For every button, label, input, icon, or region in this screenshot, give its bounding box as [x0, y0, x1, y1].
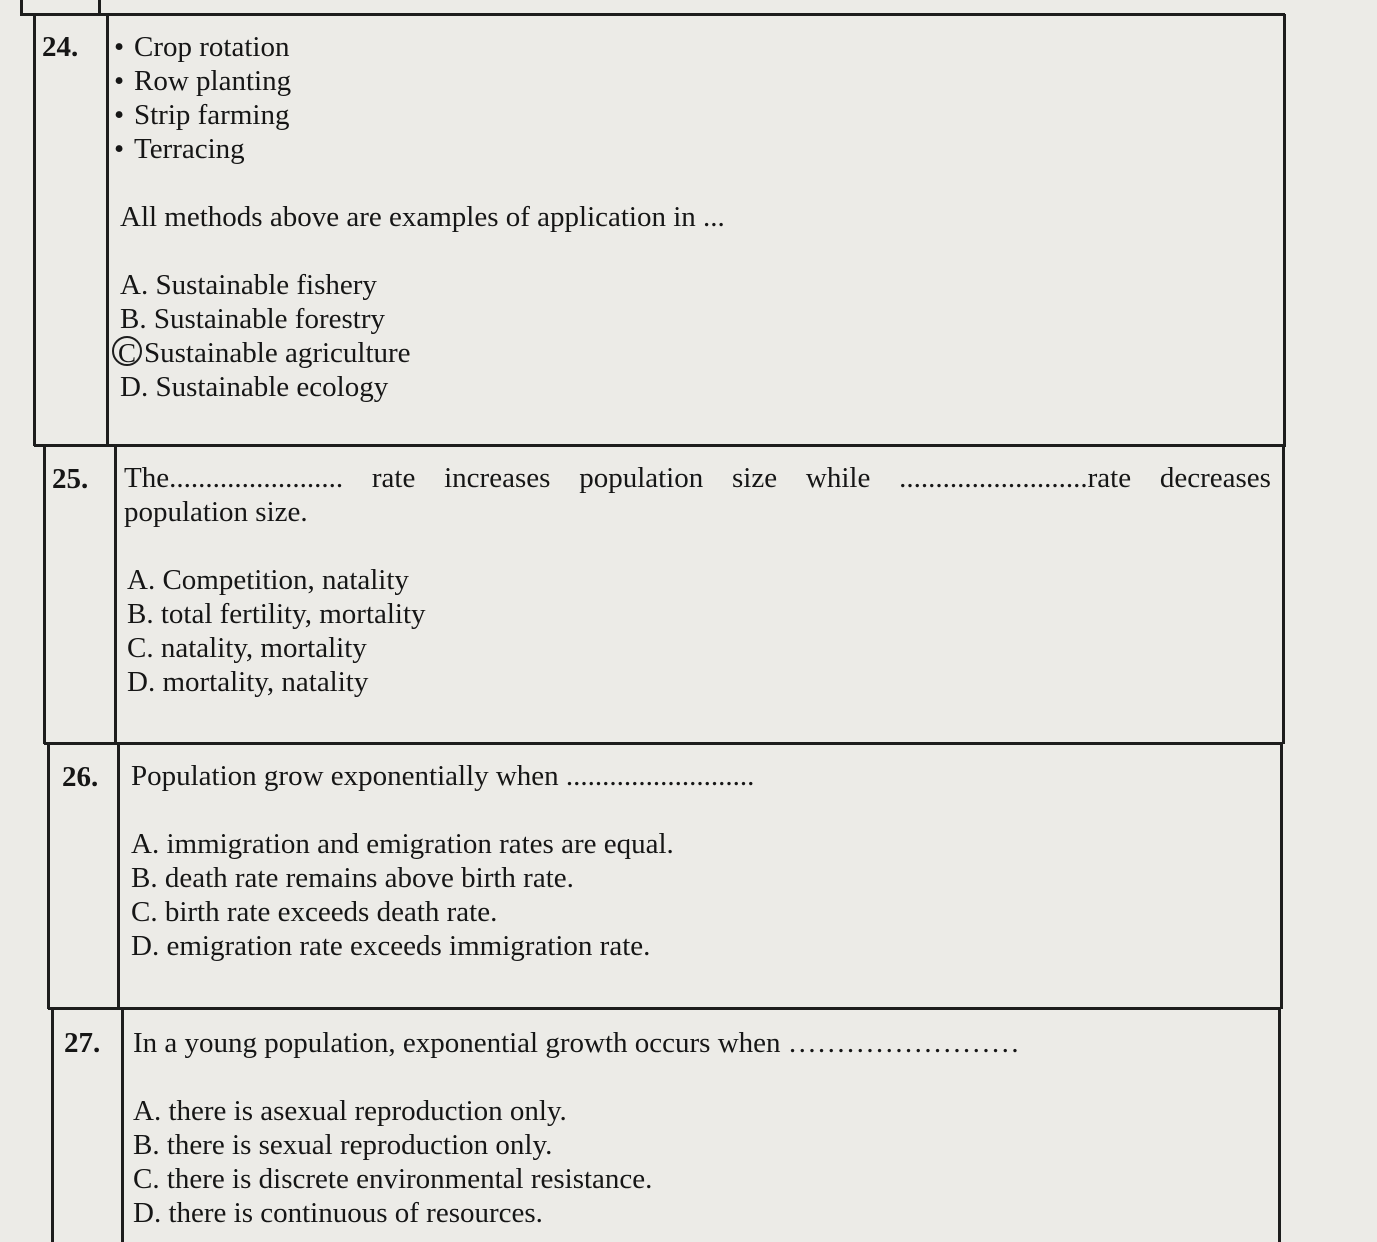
table-border-top: [20, 13, 1285, 16]
question-number: 26.: [62, 761, 99, 793]
question-24: [114, 30, 725, 404]
question-27: [133, 1026, 1020, 1230]
table-border-left: [43, 445, 46, 744]
question-stem: The........................ rate increases population size while ..........................rate decreases: [124, 462, 1271, 494]
question-stem-continued: population size.: [124, 496, 308, 528]
option-label: B.: [131, 862, 158, 894]
row-divider: [34, 444, 1286, 447]
question-number: 27.: [64, 1027, 101, 1059]
bullet-item: • Crop rotation: [114, 30, 725, 64]
option-text: natality, mortality: [160, 632, 367, 664]
table-border-left: [33, 14, 36, 446]
column-divider: [98, 0, 101, 14]
option-label: B.: [127, 598, 154, 630]
question-25: [124, 461, 1271, 699]
column-divider: [117, 743, 120, 1009]
option-c: [127, 631, 1271, 665]
option-label: D.: [127, 666, 156, 698]
option-text: there is discrete environmental resistance.: [166, 1163, 653, 1195]
option-d: [131, 929, 754, 963]
option-label: D.: [120, 371, 149, 403]
row-divider: [48, 1007, 1280, 1010]
table-border-right: [1278, 1008, 1281, 1242]
option-d: [127, 665, 1271, 699]
option-d: [133, 1196, 1020, 1230]
question-26: [131, 759, 754, 963]
question-number: 24.: [42, 31, 79, 63]
option-text: there is sexual reproduction only.: [166, 1129, 553, 1161]
question-number: 25.: [52, 463, 89, 495]
option-label: C.: [133, 1163, 160, 1195]
column-divider: [114, 445, 117, 744]
option-c-selected: [117, 336, 725, 370]
option-c: [133, 1162, 1020, 1196]
option-label: D.: [131, 930, 160, 962]
option-a: [120, 268, 725, 302]
table-border-left: [51, 1008, 54, 1242]
option-d: [120, 370, 725, 404]
option-text: emigration rate exceeds immigration rate.: [166, 930, 651, 962]
option-a: [131, 827, 754, 861]
table-border-right: [1280, 743, 1283, 1009]
option-label: D.: [133, 1197, 162, 1229]
option-text: total fertility, mortality: [160, 598, 426, 630]
option-a: [133, 1094, 1020, 1128]
option-b: [131, 861, 754, 895]
table-border-left: [20, 0, 23, 14]
option-text: birth rate exceeds death rate.: [164, 896, 498, 928]
option-text: immigration and emigration rates are equal.: [166, 828, 674, 860]
option-label: A.: [120, 269, 149, 301]
option-text: Sustainable agriculture: [144, 337, 411, 369]
option-a: [127, 563, 1271, 597]
bullet-item: • Row planting: [114, 64, 725, 98]
bullet-item: • Strip farming: [114, 98, 725, 132]
option-text: Sustainable ecology: [155, 371, 389, 403]
row-divider: [44, 742, 1282, 745]
option-text: Competition, natality: [162, 564, 409, 596]
option-b: [133, 1128, 1020, 1162]
option-c: [131, 895, 754, 929]
bullet-item: • Terracing: [114, 132, 725, 166]
question-stem: In a young population, exponential growth occurs when ……………………: [133, 1027, 1020, 1059]
option-label: A.: [131, 828, 160, 860]
table-border-left: [47, 743, 50, 1009]
question-stem: Population grow exponentially when ..........................: [131, 760, 755, 792]
option-text: mortality, natality: [162, 666, 369, 698]
option-text: death rate remains above birth rate.: [164, 862, 574, 894]
option-label: A.: [133, 1095, 162, 1127]
answer-circle-mark: C: [112, 336, 142, 366]
option-label: B.: [120, 303, 147, 335]
option-label: C.: [131, 896, 158, 928]
option-label: C.: [127, 632, 154, 664]
table-border-right: [1282, 445, 1285, 744]
option-text: Sustainable fishery: [155, 269, 377, 301]
option-text: there is continuous of resources.: [168, 1197, 543, 1229]
option-label: B.: [133, 1129, 160, 1161]
table-border-right: [1283, 14, 1286, 446]
question-stem: All methods above are examples of application in ...: [120, 201, 725, 233]
option-b: [120, 302, 725, 336]
option-b: [127, 597, 1271, 631]
option-text: Sustainable forestry: [153, 303, 385, 335]
column-divider: [106, 14, 109, 446]
option-text: there is asexual reproduction only.: [168, 1095, 567, 1127]
column-divider: [121, 1008, 124, 1242]
option-label: A.: [127, 564, 156, 596]
